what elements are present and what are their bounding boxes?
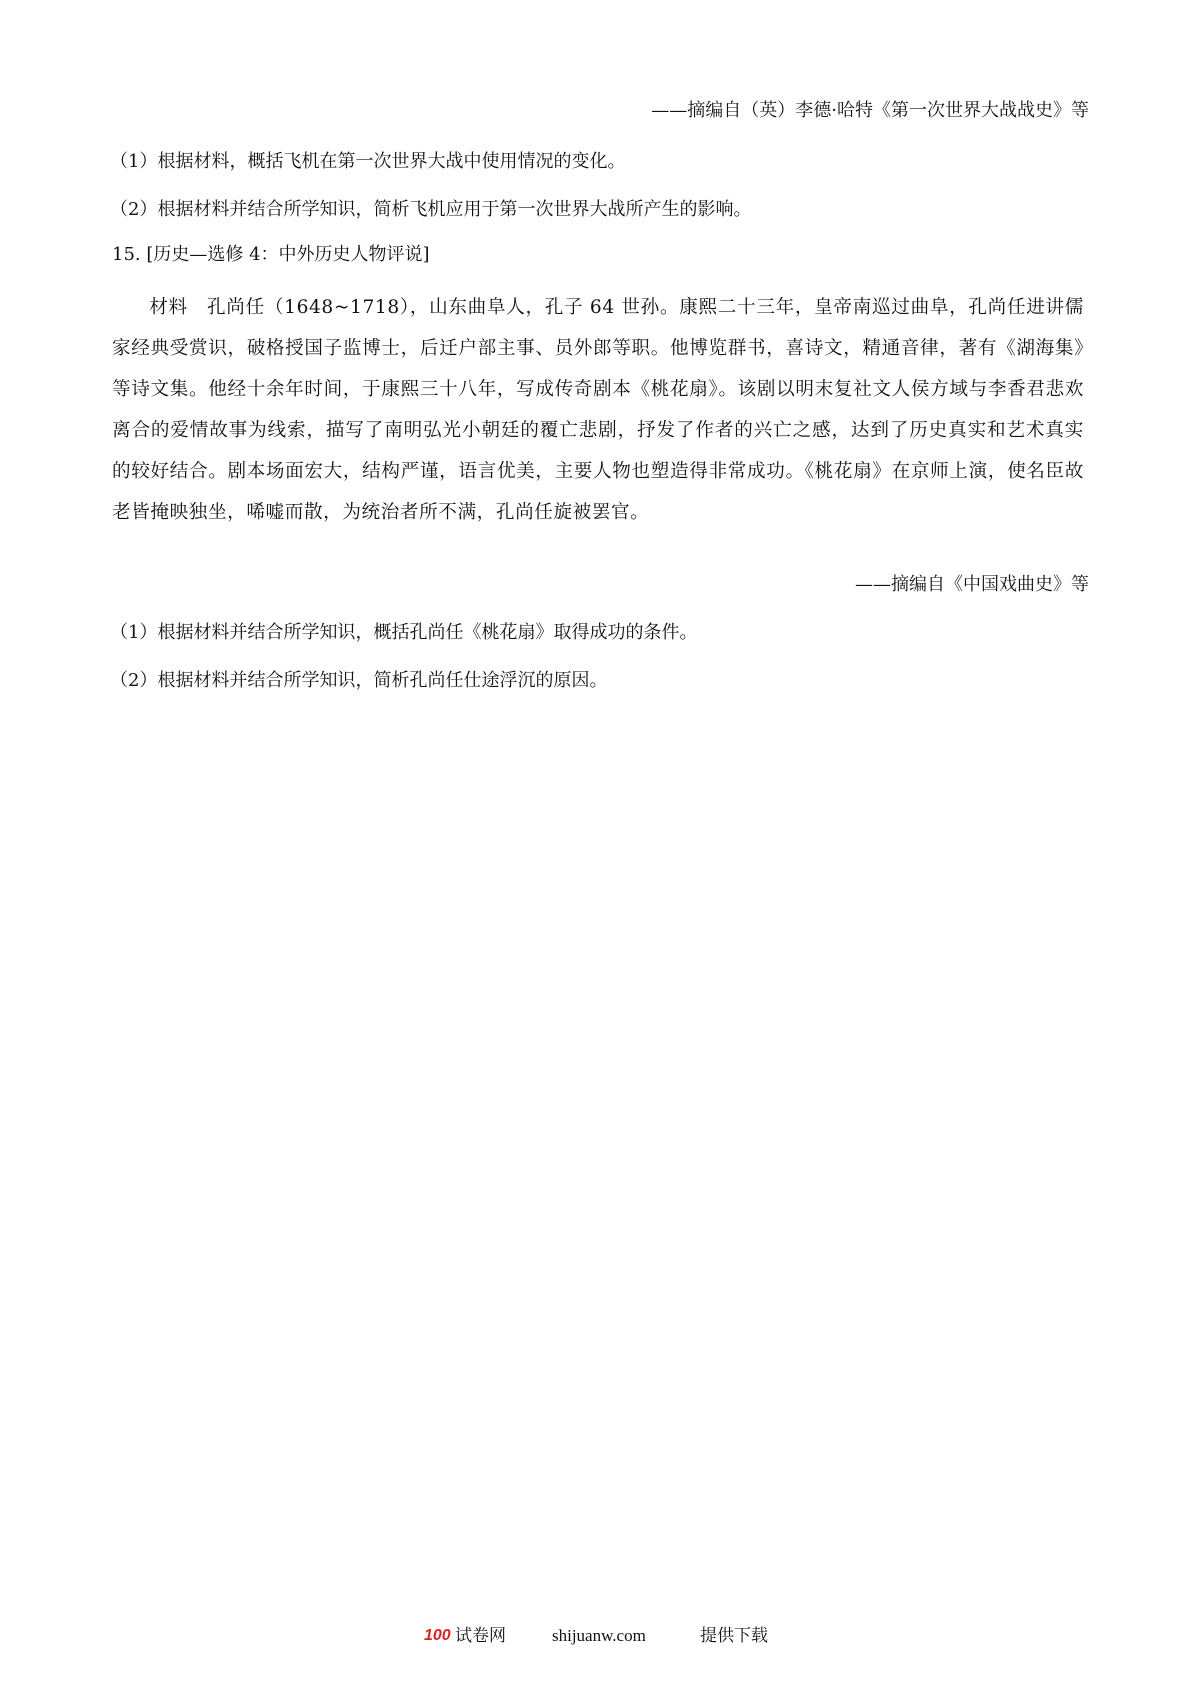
question-15-title: 15. [历史—选修 4：中外历史人物评说] bbox=[112, 244, 430, 265]
site-logo: 100 bbox=[424, 1627, 451, 1644]
question-14-part-2: （2）根据材料并结合所学知识，简析飞机应用于第一次世界大战所产生的影响。 bbox=[110, 199, 752, 220]
footer-provide-text: 提供下载 bbox=[700, 1626, 768, 1646]
source-note-1: ——摘编自（英）李德·哈特《第一次世界大战战史》等 bbox=[651, 100, 1089, 121]
question-15-part-1: （1）根据材料并结合所学知识，概括孔尚任《桃花扇》取得成功的条件。 bbox=[110, 622, 698, 643]
question-15-part-2: （2）根据材料并结合所学知识，简析孔尚任仕途浮沉的原因。 bbox=[110, 670, 608, 691]
footer-site-name: 试卷网 bbox=[455, 1626, 506, 1646]
question-14-part-1: （1）根据材料，概括飞机在第一次世界大战中使用情况的变化。 bbox=[110, 151, 626, 172]
page-footer bbox=[0, 1621, 1191, 1651]
footer-domain-link[interactable]: shijuanw.com bbox=[552, 1626, 646, 1645]
source-note-2: ——摘编自《中国戏曲史》等 bbox=[855, 574, 1089, 595]
question-15-material: 材料 孔尚任（1648~1718），山东曲阜人，孔子 64 世孙。康熙二十三年，皇帝南巡过曲阜，孔尚任进讲儒家经典受赏识，破格授国子监博士，后迁户部主事、员外郎等职。他博览群书，喜诗文，精通音律，著有《湖海集》等诗文集。他经十余年时间，于康熙三十八年，写成传奇剧本《桃花扇》。该剧以明末复社文人侯方域与李香君悲欢离合的爱情故事为线索，描写了南明弘光小朝廷的覆亡悲剧，抒发了作者的兴亡之感，达到了历史真实和艺术真实的较好结合。剧本场面宏大，结构严谨，语言优美，主要人物也塑造得非常成功。《桃花扇》在京师上演，使名臣故老皆掩映独坐，唏嘘而散，为统治者所不满，孔尚任旋被罢官。 bbox=[112, 297, 1084, 523]
